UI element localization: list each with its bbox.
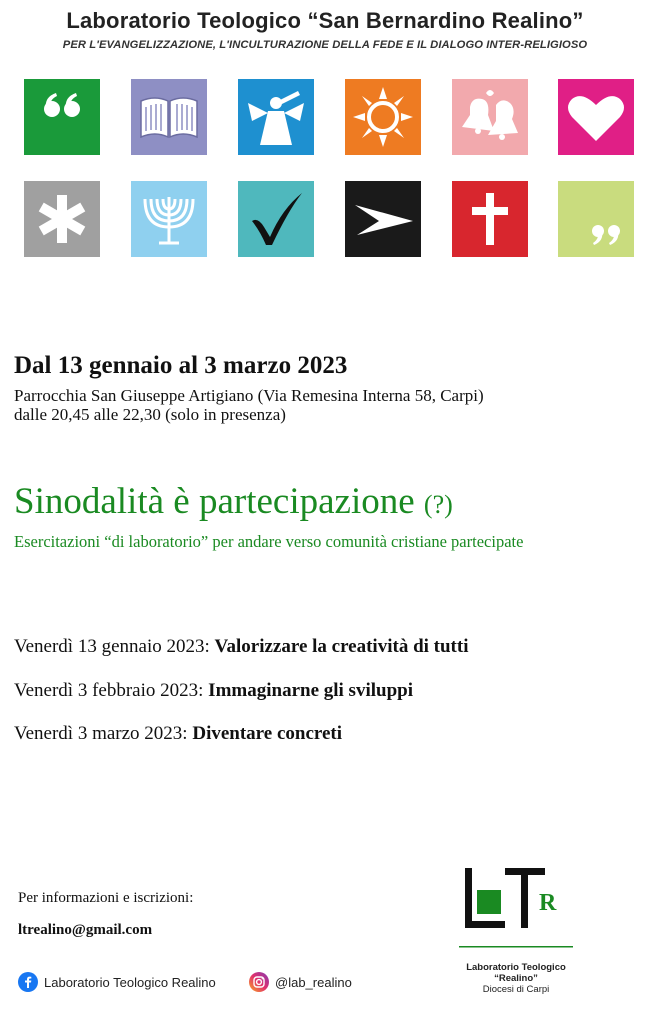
session-date: Venerdì 3 febbraio 2023: (14, 680, 204, 701)
session-topic: Valorizzare la creatività di tutti (214, 636, 469, 657)
event-time: dalle 20,45 alle 22,30 (solo in presenza) (14, 405, 286, 424)
instagram-link[interactable] (249, 972, 352, 992)
angel-trumpet-icon (238, 79, 314, 155)
facebook-icon (18, 972, 38, 992)
session-date: Venerdì 3 marzo 2023: (14, 723, 188, 744)
instagram-label: @lab_realino (275, 974, 352, 990)
open-book-icon (131, 79, 207, 155)
session-date: Venerdì 13 gennaio 2023: (14, 636, 210, 657)
organization-subtitle: PER L'EVANGELIZZAZIONE, L'INCULTURAZIONE DELLA FEDE E IL DIALOGO INTER-RELIGIOSO (62, 39, 588, 51)
cross-icon (452, 181, 528, 257)
session-topic: Immaginarne gli sviluppi (208, 680, 413, 701)
quote-open-icon (24, 79, 100, 155)
event-venue: Parrocchia San Giuseppe Artigiano (Via Remesina Interna 58, Carpi) (14, 386, 484, 405)
session-item (14, 680, 413, 702)
facebook-link[interactable] (18, 972, 216, 992)
logo-line1: Laboratorio Teologico (466, 962, 566, 973)
logo-letter-r: R (539, 890, 557, 916)
course-title (14, 480, 453, 523)
organization-title: Laboratorio Teologico “San Bernardino Realino” (66, 8, 584, 33)
event-dates: Dal 13 gennaio al 3 marzo 2023 (14, 352, 348, 379)
arrow-icon (345, 181, 421, 257)
session-item (14, 636, 469, 658)
course-title-text: Sinodalità è partecipazione (14, 481, 415, 522)
sun-icon (345, 79, 421, 155)
session-item (14, 723, 342, 745)
logo-line3: Diocesi di Carpi (482, 984, 550, 995)
menorah-icon (131, 181, 207, 257)
logo-line2: “Realino” (494, 973, 538, 984)
session-topic: Diventare concreti (192, 723, 343, 744)
course-title-suffix: (?) (423, 490, 453, 519)
instagram-icon (249, 972, 269, 992)
contact-email[interactable]: ltrealino@gmail.com (18, 922, 153, 938)
event-venue-block (14, 386, 484, 424)
contact-label: Per informazioni e iscrizioni: (18, 890, 194, 906)
bells-icon (452, 79, 528, 155)
heart-icon (558, 79, 634, 155)
quote-close-icon (558, 181, 634, 257)
asterisk-icon (24, 181, 100, 257)
facebook-label: Laboratorio Teologico Realino (44, 974, 216, 990)
checkmark-icon (238, 181, 314, 257)
course-subtitle: Esercitazioni “di laboratorio” per andare verso comunità cristiane partecipate (14, 532, 524, 551)
